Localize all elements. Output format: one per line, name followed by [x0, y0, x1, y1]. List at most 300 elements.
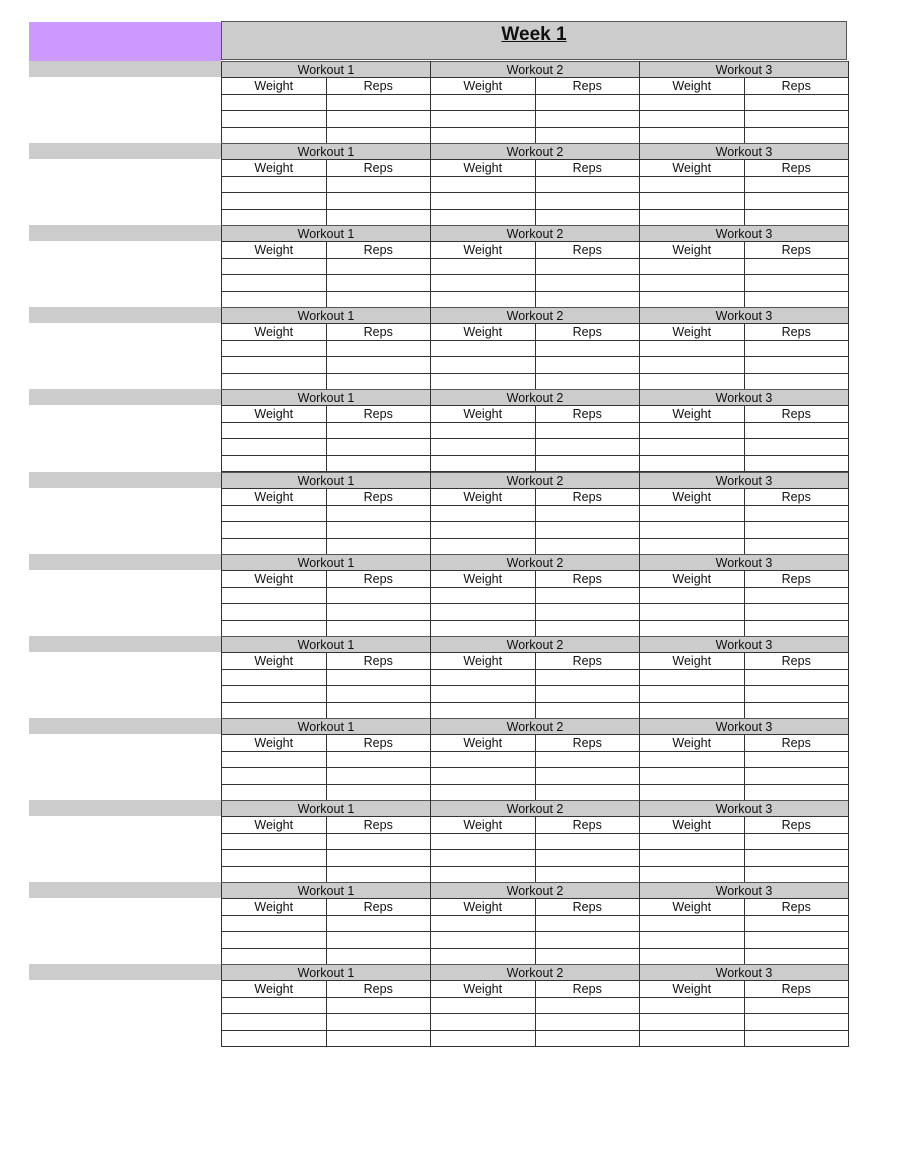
reps-cell[interactable]	[744, 357, 849, 373]
weight-cell[interactable]	[431, 176, 536, 192]
reps-cell[interactable]	[326, 455, 431, 471]
workout-label: Workout 1	[222, 308, 431, 324]
weight-cell[interactable]	[222, 439, 327, 455]
reps-cell[interactable]	[535, 751, 640, 767]
reps-cell[interactable]	[535, 176, 640, 192]
weight-cell[interactable]	[640, 538, 745, 554]
reps-cell[interactable]	[744, 439, 849, 455]
workout-label: Workout 2	[431, 555, 640, 571]
weight-cell[interactable]	[222, 784, 327, 800]
weight-cell[interactable]	[431, 538, 536, 554]
column-header-row	[222, 653, 849, 669]
workout-label: Workout 1	[222, 883, 431, 899]
exercise-name-bar[interactable]	[29, 882, 221, 898]
workout-header-row	[222, 62, 849, 78]
weight-cell[interactable]	[222, 275, 327, 291]
reps-cell[interactable]	[326, 209, 431, 225]
reps-cell[interactable]	[326, 1014, 431, 1030]
weight-cell[interactable]	[222, 127, 327, 143]
reps-header: Reps	[744, 489, 849, 505]
weight-cell[interactable]	[222, 850, 327, 866]
weight-cell[interactable]	[431, 768, 536, 784]
workout-label: Workout 2	[431, 62, 640, 78]
weight-cell[interactable]	[431, 522, 536, 538]
reps-cell[interactable]	[326, 357, 431, 373]
weight-cell[interactable]	[431, 997, 536, 1013]
reps-cell[interactable]	[326, 522, 431, 538]
reps-cell[interactable]	[326, 784, 431, 800]
reps-cell[interactable]	[535, 275, 640, 291]
entry-row	[222, 291, 849, 307]
workout-label: Workout 1	[222, 473, 431, 489]
reps-cell[interactable]	[744, 373, 849, 389]
reps-cell[interactable]	[535, 340, 640, 356]
weight-cell[interactable]	[431, 505, 536, 521]
weight-header: Weight	[222, 242, 327, 258]
workout-header-row	[222, 883, 849, 899]
entry-row	[222, 1030, 849, 1046]
weight-cell[interactable]	[640, 111, 745, 127]
weight-cell[interactable]	[640, 997, 745, 1013]
weight-cell[interactable]	[431, 833, 536, 849]
weight-cell[interactable]	[640, 604, 745, 620]
weight-cell[interactable]	[640, 1030, 745, 1046]
reps-cell[interactable]	[535, 702, 640, 718]
weight-cell[interactable]	[222, 111, 327, 127]
weight-cell[interactable]	[431, 291, 536, 307]
workout-header-row	[222, 801, 849, 817]
exercise-name-bar[interactable]	[29, 964, 221, 980]
reps-cell[interactable]	[535, 768, 640, 784]
weight-cell[interactable]	[640, 866, 745, 882]
weight-cell[interactable]	[431, 340, 536, 356]
reps-cell[interactable]	[326, 111, 431, 127]
reps-header: Reps	[744, 78, 849, 94]
weight-cell[interactable]	[431, 1030, 536, 1046]
weight-header: Weight	[222, 735, 327, 751]
reps-cell[interactable]	[326, 932, 431, 948]
reps-cell[interactable]	[326, 768, 431, 784]
weight-cell[interactable]	[640, 850, 745, 866]
weight-cell[interactable]	[431, 94, 536, 110]
weight-cell[interactable]	[431, 258, 536, 274]
weight-cell[interactable]	[431, 784, 536, 800]
weight-cell[interactable]	[222, 94, 327, 110]
weight-cell[interactable]	[431, 620, 536, 636]
reps-cell[interactable]	[535, 997, 640, 1013]
weight-cell[interactable]	[640, 505, 745, 521]
weight-cell[interactable]	[222, 620, 327, 636]
weight-cell[interactable]	[640, 751, 745, 767]
entry-row	[222, 997, 849, 1013]
workout-header-row	[222, 308, 849, 324]
weight-cell[interactable]	[222, 505, 327, 521]
reps-header: Reps	[535, 160, 640, 176]
exercise-name-bar[interactable]	[29, 800, 221, 816]
weight-cell[interactable]	[640, 1014, 745, 1030]
reps-header: Reps	[326, 653, 431, 669]
weight-cell[interactable]	[640, 422, 745, 438]
reps-cell[interactable]	[744, 522, 849, 538]
weight-cell[interactable]	[222, 669, 327, 685]
weight-header: Weight	[222, 160, 327, 176]
weight-cell[interactable]	[222, 932, 327, 948]
reps-header: Reps	[326, 160, 431, 176]
column-header-row	[222, 78, 849, 94]
weight-cell[interactable]	[640, 193, 745, 209]
reps-cell[interactable]	[326, 669, 431, 685]
weight-cell[interactable]	[431, 604, 536, 620]
reps-cell[interactable]	[744, 422, 849, 438]
reps-cell[interactable]	[326, 275, 431, 291]
weight-cell[interactable]	[431, 275, 536, 291]
weight-header: Weight	[222, 653, 327, 669]
reps-cell[interactable]	[744, 948, 849, 964]
weight-cell[interactable]	[431, 1014, 536, 1030]
reps-cell[interactable]	[744, 258, 849, 274]
reps-cell[interactable]	[326, 258, 431, 274]
reps-cell[interactable]	[744, 686, 849, 702]
weight-cell[interactable]	[222, 768, 327, 784]
reps-cell[interactable]	[535, 193, 640, 209]
reps-cell[interactable]	[535, 604, 640, 620]
weight-cell[interactable]	[640, 948, 745, 964]
workout-block	[221, 472, 849, 555]
exercise-name-bar[interactable]	[29, 143, 221, 159]
reps-cell[interactable]	[744, 538, 849, 554]
reps-cell[interactable]	[535, 669, 640, 685]
weight-cell[interactable]	[640, 587, 745, 603]
weight-cell[interactable]	[222, 209, 327, 225]
reps-cell[interactable]	[326, 833, 431, 849]
reps-header: Reps	[535, 78, 640, 94]
weight-cell[interactable]	[431, 209, 536, 225]
weight-header: Weight	[222, 324, 327, 340]
reps-cell[interactable]	[744, 1030, 849, 1046]
reps-cell[interactable]	[326, 94, 431, 110]
weight-cell[interactable]	[640, 340, 745, 356]
reps-cell[interactable]	[535, 932, 640, 948]
reps-cell[interactable]	[326, 850, 431, 866]
weight-cell[interactable]	[431, 915, 536, 931]
reps-cell[interactable]	[744, 127, 849, 143]
reps-cell[interactable]	[744, 833, 849, 849]
entry-row	[222, 833, 849, 849]
weight-cell[interactable]	[640, 275, 745, 291]
weight-cell[interactable]	[222, 833, 327, 849]
weight-header: Weight	[431, 406, 536, 422]
weight-cell[interactable]	[640, 784, 745, 800]
reps-cell[interactable]	[535, 455, 640, 471]
weight-cell[interactable]	[222, 604, 327, 620]
workout-block	[221, 718, 849, 801]
reps-cell[interactable]	[535, 291, 640, 307]
reps-header: Reps	[326, 242, 431, 258]
reps-header: Reps	[535, 571, 640, 587]
weight-header: Weight	[640, 406, 745, 422]
reps-cell[interactable]	[326, 176, 431, 192]
reps-cell[interactable]	[535, 209, 640, 225]
weight-cell[interactable]	[640, 686, 745, 702]
reps-cell[interactable]	[744, 768, 849, 784]
weight-cell[interactable]	[431, 587, 536, 603]
weight-cell[interactable]	[222, 997, 327, 1013]
reps-header: Reps	[535, 899, 640, 915]
weight-cell[interactable]	[640, 357, 745, 373]
reps-cell[interactable]	[535, 784, 640, 800]
weight-cell[interactable]	[640, 94, 745, 110]
workout-label: Workout 3	[640, 719, 849, 735]
workout-label: Workout 2	[431, 719, 640, 735]
reps-cell[interactable]	[744, 702, 849, 718]
reps-cell[interactable]	[535, 538, 640, 554]
reps-cell[interactable]	[535, 948, 640, 964]
weight-cell[interactable]	[222, 538, 327, 554]
reps-cell[interactable]	[535, 915, 640, 931]
weight-cell[interactable]	[222, 455, 327, 471]
weight-cell[interactable]	[222, 522, 327, 538]
reps-cell[interactable]	[326, 373, 431, 389]
weight-cell[interactable]	[222, 686, 327, 702]
reps-cell[interactable]	[744, 850, 849, 866]
weight-cell[interactable]	[640, 291, 745, 307]
reps-cell[interactable]	[326, 439, 431, 455]
entry-row	[222, 768, 849, 784]
reps-cell[interactable]	[326, 751, 431, 767]
entry-row	[222, 127, 849, 143]
weight-cell[interactable]	[640, 455, 745, 471]
reps-header: Reps	[744, 817, 849, 833]
weight-header: Weight	[640, 653, 745, 669]
reps-cell[interactable]	[326, 422, 431, 438]
exercise-name-bar[interactable]	[29, 718, 221, 734]
weight-cell[interactable]	[640, 209, 745, 225]
workout-header-row	[222, 637, 849, 653]
reps-cell[interactable]	[535, 1014, 640, 1030]
reps-cell[interactable]	[326, 587, 431, 603]
weight-cell[interactable]	[222, 193, 327, 209]
reps-cell[interactable]	[535, 686, 640, 702]
exercise-name-bar[interactable]	[29, 472, 221, 488]
weight-cell[interactable]	[222, 702, 327, 718]
reps-cell[interactable]	[744, 209, 849, 225]
reps-cell[interactable]	[326, 686, 431, 702]
reps-cell[interactable]	[326, 604, 431, 620]
reps-cell[interactable]	[744, 587, 849, 603]
reps-cell[interactable]	[744, 94, 849, 110]
reps-cell[interactable]	[535, 620, 640, 636]
weight-cell[interactable]	[640, 932, 745, 948]
reps-cell[interactable]	[744, 915, 849, 931]
workout-label: Workout 3	[640, 226, 849, 242]
weight-cell[interactable]	[431, 127, 536, 143]
exercise-name-bar[interactable]	[29, 554, 221, 570]
reps-cell[interactable]	[744, 620, 849, 636]
reps-cell[interactable]	[326, 291, 431, 307]
reps-cell[interactable]	[744, 604, 849, 620]
weight-cell[interactable]	[431, 948, 536, 964]
entry-row	[222, 1014, 849, 1030]
weight-cell[interactable]	[640, 258, 745, 274]
weight-cell[interactable]	[431, 751, 536, 767]
reps-cell[interactable]	[535, 111, 640, 127]
workout-label: Workout 2	[431, 801, 640, 817]
reps-cell[interactable]	[744, 455, 849, 471]
workout-label: Workout 1	[222, 719, 431, 735]
exercise-name-bar[interactable]	[29, 636, 221, 652]
reps-cell[interactable]	[326, 948, 431, 964]
weight-cell[interactable]	[431, 932, 536, 948]
week-title: Week 1	[501, 24, 567, 45]
weight-cell[interactable]	[431, 669, 536, 685]
exercise-name-bar[interactable]	[29, 307, 221, 323]
weight-cell[interactable]	[431, 193, 536, 209]
exercise-name-bar[interactable]	[29, 389, 221, 405]
reps-cell[interactable]	[535, 833, 640, 849]
workout-label: Workout 2	[431, 965, 640, 981]
column-header-row	[222, 160, 849, 176]
reps-cell[interactable]	[535, 422, 640, 438]
reps-cell[interactable]	[744, 997, 849, 1013]
weight-cell[interactable]	[222, 866, 327, 882]
weight-cell[interactable]	[640, 702, 745, 718]
weight-cell[interactable]	[222, 176, 327, 192]
weight-cell[interactable]	[222, 1014, 327, 1030]
weight-cell[interactable]	[431, 702, 536, 718]
workout-label: Workout 1	[222, 965, 431, 981]
reps-cell[interactable]	[744, 193, 849, 209]
reps-header: Reps	[326, 817, 431, 833]
weight-cell[interactable]	[431, 357, 536, 373]
reps-cell[interactable]	[326, 997, 431, 1013]
weight-cell[interactable]	[640, 522, 745, 538]
weight-cell[interactable]	[431, 373, 536, 389]
reps-cell[interactable]	[535, 850, 640, 866]
weight-cell[interactable]	[222, 422, 327, 438]
exercise-name-bar[interactable]	[29, 225, 221, 241]
reps-cell[interactable]	[535, 439, 640, 455]
weight-cell[interactable]	[431, 111, 536, 127]
reps-cell[interactable]	[744, 275, 849, 291]
entry-row	[222, 455, 849, 471]
weight-cell[interactable]	[222, 373, 327, 389]
workout-block	[221, 225, 849, 308]
weight-cell[interactable]	[431, 866, 536, 882]
weight-cell[interactable]	[431, 455, 536, 471]
reps-cell[interactable]	[535, 373, 640, 389]
reps-cell[interactable]	[535, 522, 640, 538]
reps-cell[interactable]	[744, 111, 849, 127]
entry-row	[222, 702, 849, 718]
workout-label: Workout 2	[431, 883, 640, 899]
reps-cell[interactable]	[744, 1014, 849, 1030]
weight-cell[interactable]	[640, 768, 745, 784]
reps-cell[interactable]	[535, 127, 640, 143]
weight-cell[interactable]	[431, 422, 536, 438]
weight-cell[interactable]	[222, 357, 327, 373]
weight-cell[interactable]	[640, 176, 745, 192]
reps-cell[interactable]	[744, 505, 849, 521]
weight-cell[interactable]	[222, 340, 327, 356]
entry-row	[222, 111, 849, 127]
reps-cell[interactable]	[744, 669, 849, 685]
weight-cell[interactable]	[222, 1030, 327, 1046]
workout-label: Workout 1	[222, 390, 431, 406]
reps-cell[interactable]	[535, 258, 640, 274]
reps-header: Reps	[326, 981, 431, 997]
workout-block	[221, 61, 849, 144]
weight-cell[interactable]	[222, 948, 327, 964]
entry-row	[222, 587, 849, 603]
reps-cell[interactable]	[535, 1030, 640, 1046]
reps-cell[interactable]	[326, 193, 431, 209]
weight-cell[interactable]	[640, 439, 745, 455]
weight-cell[interactable]	[222, 751, 327, 767]
reps-cell[interactable]	[744, 340, 849, 356]
exercise-name-bar[interactable]	[29, 61, 221, 77]
reps-cell[interactable]	[326, 702, 431, 718]
reps-cell[interactable]	[744, 866, 849, 882]
reps-cell[interactable]	[326, 1030, 431, 1046]
reps-cell[interactable]	[535, 94, 640, 110]
entry-row	[222, 94, 849, 110]
reps-cell[interactable]	[744, 751, 849, 767]
reps-cell[interactable]	[326, 127, 431, 143]
entry-row	[222, 439, 849, 455]
weight-cell[interactable]	[431, 850, 536, 866]
workout-header-row	[222, 226, 849, 242]
weight-cell[interactable]	[640, 833, 745, 849]
weight-cell[interactable]	[640, 127, 745, 143]
weight-header: Weight	[640, 489, 745, 505]
weight-header: Weight	[431, 817, 536, 833]
workout-header-row	[222, 144, 849, 160]
weight-cell[interactable]	[222, 291, 327, 307]
reps-cell[interactable]	[326, 620, 431, 636]
reps-cell[interactable]	[535, 505, 640, 521]
reps-cell[interactable]	[326, 340, 431, 356]
workout-block	[221, 800, 849, 883]
reps-cell[interactable]	[535, 866, 640, 882]
weight-cell[interactable]	[222, 915, 327, 931]
column-header-row	[222, 735, 849, 751]
reps-cell[interactable]	[326, 866, 431, 882]
weight-cell[interactable]	[222, 587, 327, 603]
reps-cell[interactable]	[744, 932, 849, 948]
reps-cell[interactable]	[535, 587, 640, 603]
reps-header: Reps	[744, 571, 849, 587]
weight-cell[interactable]	[640, 915, 745, 931]
reps-header: Reps	[744, 981, 849, 997]
weight-header: Weight	[431, 735, 536, 751]
weight-header: Weight	[640, 817, 745, 833]
weight-cell[interactable]	[640, 373, 745, 389]
reps-cell[interactable]	[535, 357, 640, 373]
reps-cell[interactable]	[326, 505, 431, 521]
weight-cell[interactable]	[431, 439, 536, 455]
workout-block	[221, 143, 849, 226]
weight-cell[interactable]	[431, 686, 536, 702]
reps-cell[interactable]	[744, 291, 849, 307]
reps-cell[interactable]	[744, 784, 849, 800]
weight-cell[interactable]	[222, 258, 327, 274]
weight-cell[interactable]	[640, 669, 745, 685]
reps-cell[interactable]	[326, 538, 431, 554]
reps-header: Reps	[535, 324, 640, 340]
reps-cell[interactable]	[326, 915, 431, 931]
weight-cell[interactable]	[640, 620, 745, 636]
reps-cell[interactable]	[744, 176, 849, 192]
